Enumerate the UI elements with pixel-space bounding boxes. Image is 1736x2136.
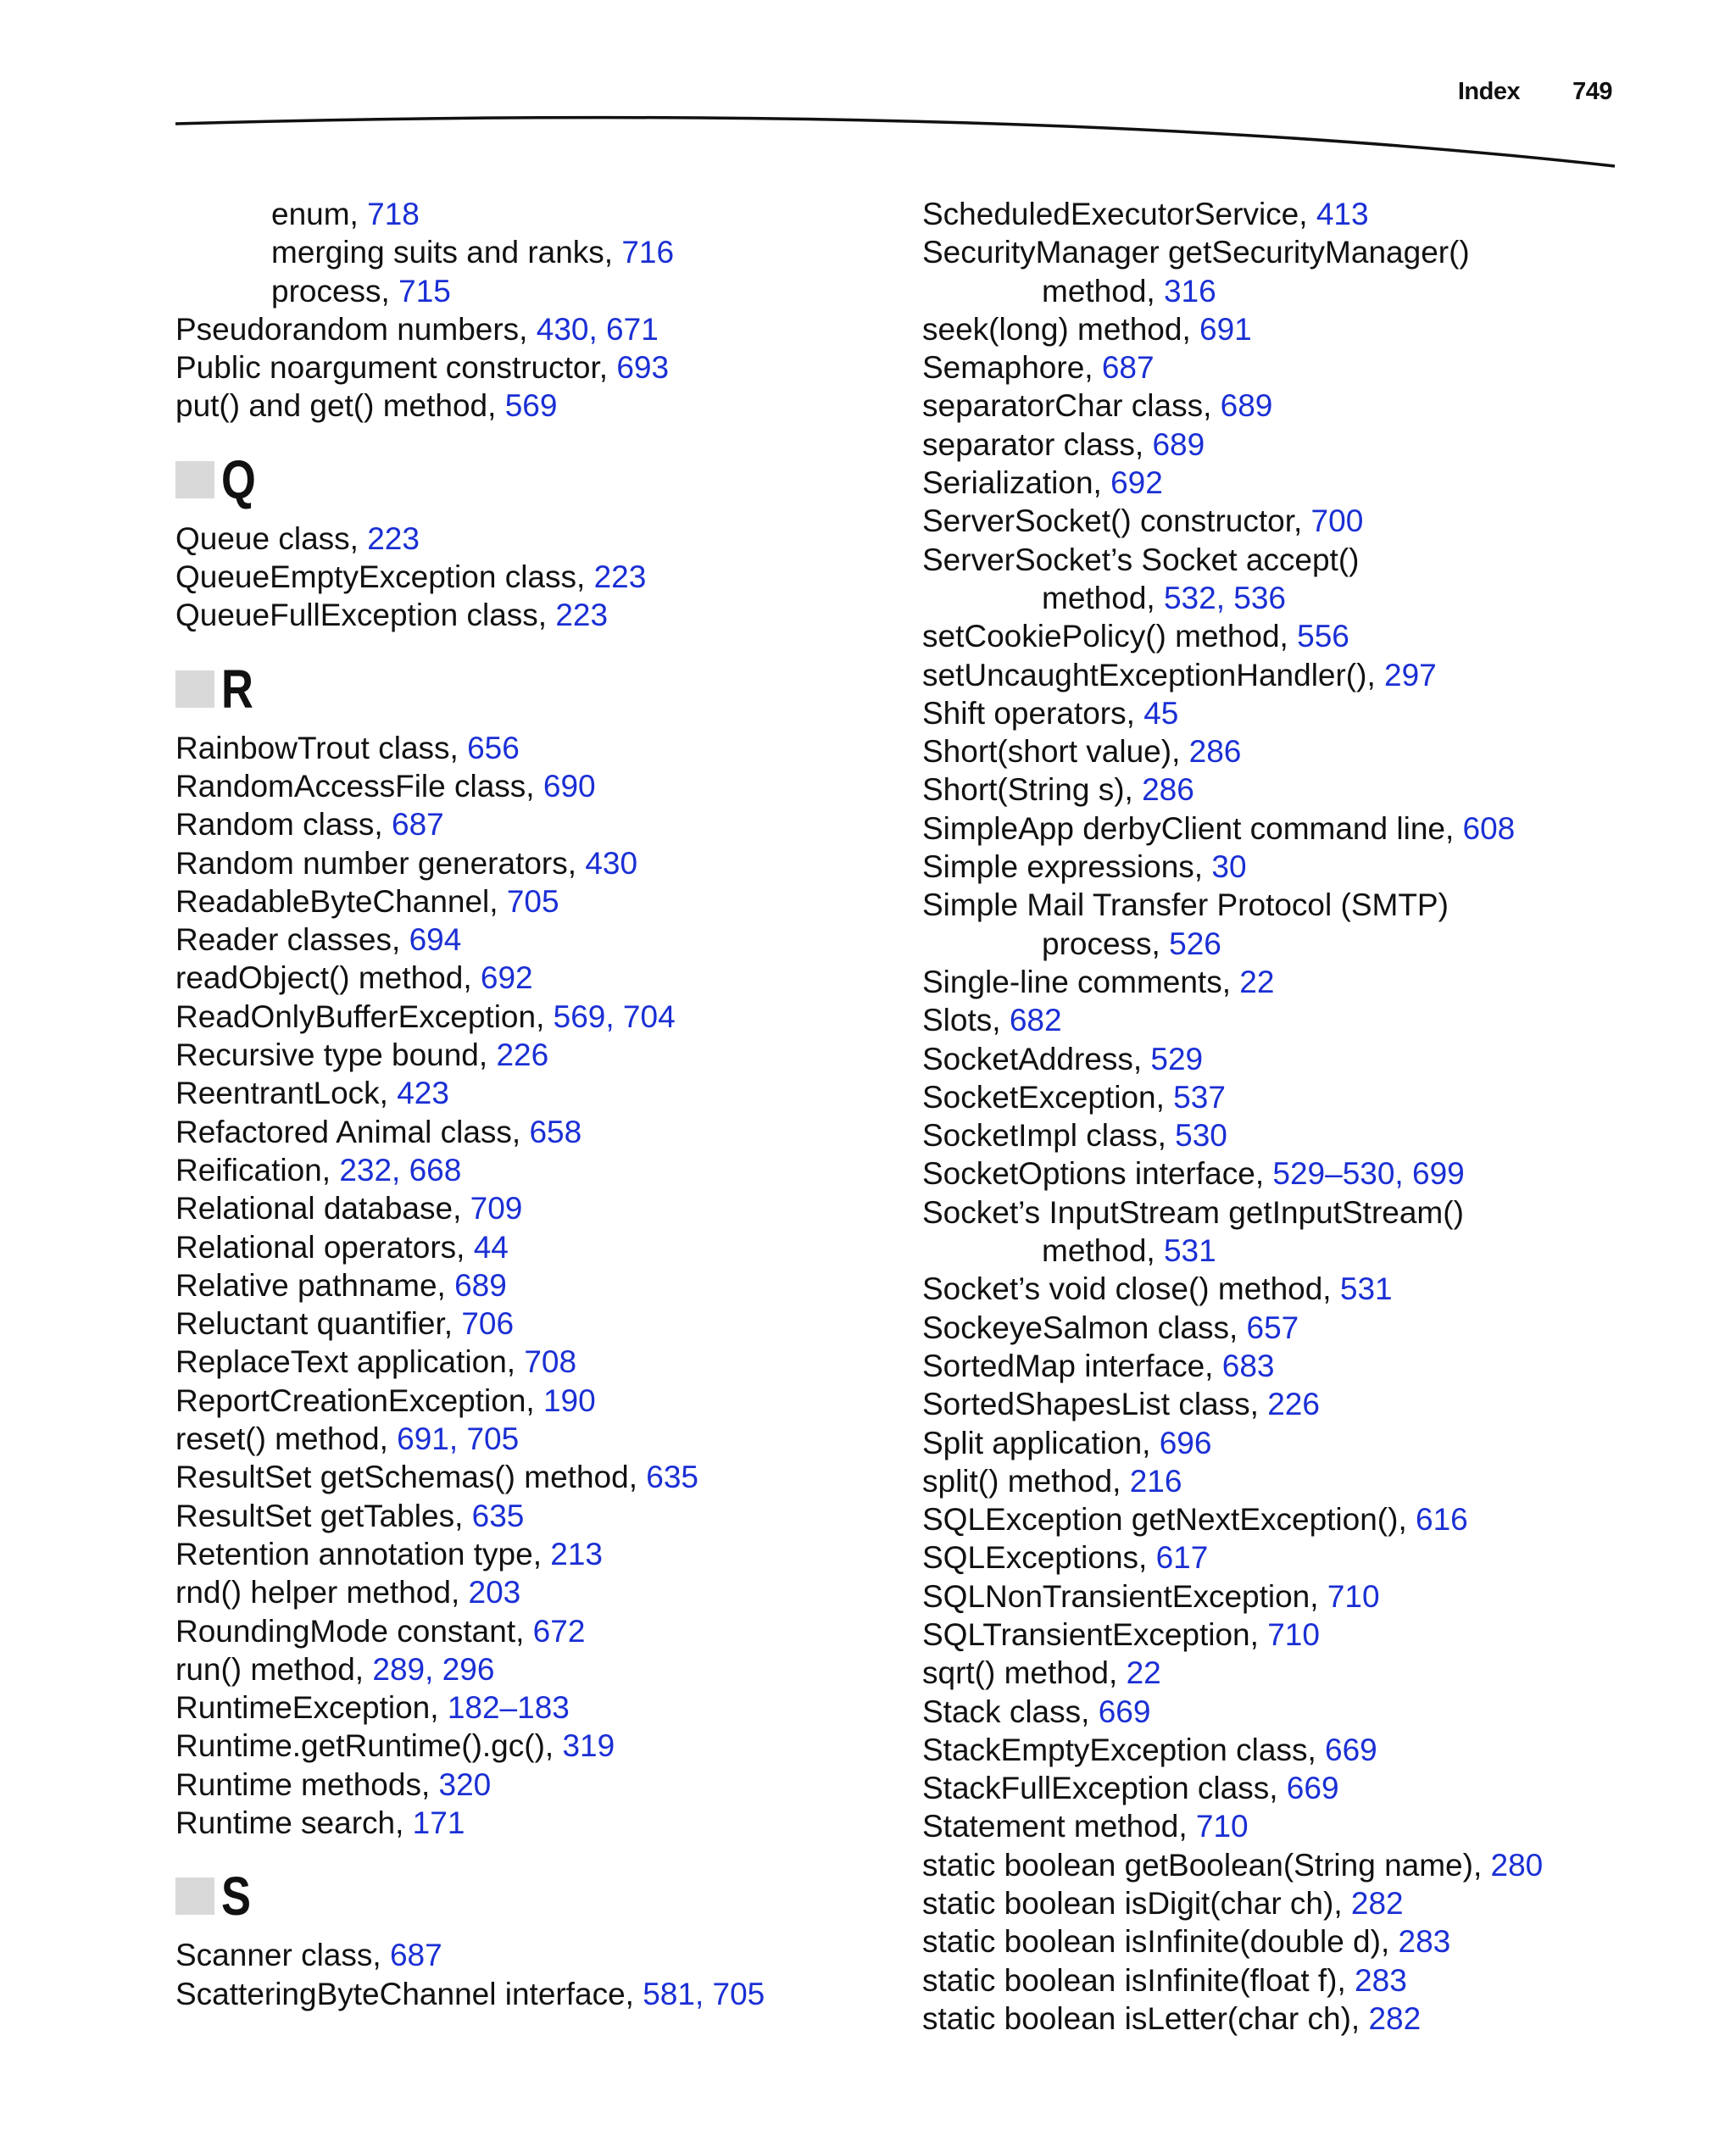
index-term: SortedMap interface,	[922, 1348, 1222, 1383]
index-subentry	[175, 233, 765, 271]
index-entry	[922, 1884, 1543, 1922]
index-term: Relational operators,	[175, 1229, 474, 1265]
index-term: StackEmptyException class,	[922, 1732, 1326, 1767]
index-term: setCookiePolicy() method,	[922, 619, 1298, 654]
index-term: method,	[1042, 273, 1164, 309]
index-term: static boolean isInfinite(double d),	[922, 1924, 1399, 1960]
index-entry	[175, 387, 765, 425]
index-term: static boolean getBoolean(String name),	[922, 1847, 1491, 1883]
page-reference-link[interactable]: 635	[471, 1498, 525, 1533]
page-reference-link[interactable]: 190	[542, 1382, 596, 1418]
section-letter-heading	[175, 434, 765, 526]
page-reference-link[interactable]: 45	[1143, 695, 1179, 731]
page-reference-link[interactable]: 658	[529, 1114, 582, 1149]
index-entry	[922, 1538, 1543, 1577]
letter-marker-box	[175, 461, 214, 498]
index-entry	[922, 848, 1543, 886]
index-term: SQLNonTransientException,	[922, 1578, 1327, 1614]
index-term: Semaphore,	[922, 350, 1102, 386]
index-entry	[922, 1654, 1543, 1692]
index-term: RoundingMode constant,	[175, 1613, 533, 1649]
index-term: Socket’s void close() method,	[922, 1271, 1340, 1307]
page-reference-link[interactable]: 282	[1350, 1886, 1404, 1922]
index-entry	[922, 233, 1543, 271]
page-reference-link[interactable]: 529–530, 699	[1272, 1156, 1465, 1192]
index-term: RuntimeException,	[175, 1690, 448, 1726]
index-term: Random class,	[175, 807, 392, 843]
index-term: process,	[1042, 926, 1170, 961]
index-entry	[175, 882, 765, 921]
index-term: Public noargument constructor,	[175, 350, 617, 386]
page-reference-link[interactable]: 710	[1267, 1616, 1320, 1652]
index-entry	[175, 348, 765, 387]
page-reference-link[interactable]: 44	[473, 1229, 509, 1265]
index-entry	[922, 464, 1543, 502]
page-reference-link[interactable]: 203	[468, 1575, 521, 1610]
index-term: SQLException getNextException(),	[922, 1502, 1416, 1538]
page-reference-link[interactable]: 689	[454, 1267, 507, 1303]
index-entry	[922, 1040, 1543, 1078]
index-term: readObject() method,	[175, 960, 481, 996]
index-term: Relational database,	[175, 1191, 470, 1227]
index-term: Short(short value),	[922, 734, 1189, 770]
page-reference-link[interactable]: 283	[1398, 1924, 1451, 1960]
index-entry	[922, 1078, 1543, 1116]
index-entry	[175, 1189, 765, 1227]
index-entry	[922, 617, 1543, 655]
page-reference-link[interactable]: 690	[542, 768, 596, 804]
page-reference-link[interactable]: 682	[1009, 1003, 1062, 1038]
page-reference-link[interactable]: 171	[412, 1805, 465, 1840]
index-entry	[922, 1577, 1543, 1616]
page-reference-link[interactable]: 430, 671	[536, 311, 659, 347]
page-reference-link[interactable]: 689	[1152, 426, 1205, 462]
index-entry	[175, 959, 765, 997]
index-entry	[922, 1193, 1543, 1232]
index-entry	[175, 1497, 765, 1535]
page-reference-link[interactable]: 531	[1339, 1271, 1393, 1307]
index-term: ReentrantLock,	[175, 1076, 398, 1111]
index-entry	[922, 656, 1543, 694]
page-reference-link[interactable]: 581, 705	[643, 1976, 765, 2011]
index-term: process,	[271, 273, 399, 309]
index-term: ResultSet getTables,	[175, 1498, 472, 1533]
page-reference-link[interactable]: 430	[585, 845, 638, 881]
page-reference-link[interactable]: 223	[593, 559, 647, 595]
page-reference-link[interactable]: 687	[389, 1938, 442, 1973]
index-term: separatorChar class,	[922, 388, 1221, 424]
page-reference-link[interactable]: 718	[367, 197, 420, 231]
letter-marker-box	[175, 670, 214, 708]
index-term: Reader classes,	[175, 922, 409, 958]
index-entry	[175, 1804, 765, 1842]
index-entry	[922, 1961, 1543, 2000]
page-reference-link[interactable]: 30	[1211, 849, 1247, 885]
index-entry	[175, 1975, 765, 2013]
page-reference-link[interactable]: 282	[1368, 2000, 1422, 2036]
page-reference-link[interactable]: 283	[1355, 1962, 1407, 1998]
index-term: Statement method,	[922, 1809, 1196, 1844]
page-reference-link[interactable]: 687	[1101, 350, 1155, 386]
index-term: SockeyeSalmon class,	[922, 1310, 1247, 1345]
page-reference-link[interactable]: 710	[1327, 1578, 1380, 1614]
index-entry	[922, 426, 1543, 464]
index-term: seek(long) method,	[922, 311, 1200, 347]
index-term: static boolean isInfinite(float f),	[922, 1962, 1355, 1998]
index-entry	[922, 348, 1543, 387]
index-term: RandomAccessFile class,	[175, 768, 543, 804]
index-term: Stack class,	[922, 1694, 1099, 1729]
index-term: put() and get() method,	[175, 388, 505, 424]
index-term: Refactored Animal class,	[175, 1114, 530, 1149]
page-reference-link[interactable]: 691	[1199, 311, 1252, 347]
index-entry	[175, 998, 765, 1036]
index-term: Scanner class,	[175, 1938, 390, 1973]
index-entry	[922, 1154, 1543, 1193]
page-reference-link[interactable]: 223	[555, 598, 609, 633]
index-term: ReadOnlyBufferException,	[175, 998, 554, 1034]
index-entry	[175, 1382, 765, 1420]
index-entry	[175, 805, 765, 843]
page-reference-link[interactable]: 692	[1110, 465, 1163, 501]
page-reference-link[interactable]: 669	[1098, 1694, 1151, 1729]
index-entry	[922, 1807, 1543, 1845]
index-entry	[175, 1304, 765, 1343]
index-entry	[922, 310, 1543, 348]
page-reference-link[interactable]: 286	[1142, 772, 1194, 808]
index-term: merging suits and ranks,	[271, 235, 622, 270]
page-reference-link[interactable]: 616	[1416, 1502, 1468, 1538]
index-entry	[922, 2000, 1543, 2038]
page-reference-link[interactable]: 635	[646, 1460, 698, 1495]
index-entry	[175, 1766, 765, 1804]
page-reference-link[interactable]: 696	[1159, 1425, 1212, 1460]
index-entry	[922, 541, 1543, 579]
page-reference-link[interactable]: 669	[1286, 1771, 1339, 1806]
index-entry	[922, 1462, 1543, 1500]
page-reference-link[interactable]: 286	[1188, 734, 1242, 770]
page-reference-link[interactable]: 608	[1462, 810, 1516, 846]
index-entry	[175, 767, 765, 805]
index-entry-continuation	[922, 579, 1543, 617]
index-term: SocketException,	[922, 1079, 1174, 1115]
index-entry	[922, 1500, 1543, 1538]
index-entry	[175, 921, 765, 959]
page-reference-link[interactable]: 617	[1155, 1540, 1209, 1576]
index-term: Runtime search,	[175, 1805, 413, 1840]
index-column-left	[175, 195, 765, 2013]
index-term: setUncaughtExceptionHandler(),	[922, 657, 1385, 693]
index-term: ReplaceText application,	[175, 1344, 525, 1380]
index-entry	[175, 1151, 765, 1189]
page-reference-link[interactable]: 716	[621, 235, 675, 270]
index-term: static boolean isDigit(char ch),	[922, 1886, 1351, 1922]
section-letter-heading	[175, 1850, 765, 1942]
index-term: static boolean isLetter(char ch),	[922, 2000, 1369, 2036]
index-term: Simple expressions,	[922, 849, 1212, 885]
index-term: rnd() helper method,	[175, 1575, 469, 1610]
index-term: method,	[1042, 580, 1164, 615]
index-column-right	[922, 195, 1543, 2038]
index-entry	[922, 770, 1543, 809]
index-term: SocketImpl class,	[922, 1118, 1176, 1154]
index-subentry	[175, 195, 765, 233]
index-term: Simple Mail Transfer Protocol (SMTP)	[922, 887, 1449, 923]
index-term: reset() method,	[175, 1421, 398, 1457]
index-term: ServerSocket’s Socket accept()	[922, 542, 1360, 577]
header-section-title: Index	[1457, 78, 1521, 105]
index-entry	[175, 1727, 765, 1765]
index-term: Short(String s),	[922, 772, 1143, 808]
index-term: Shift operators,	[922, 695, 1144, 731]
index-term: Single-line comments,	[922, 964, 1240, 999]
index-entry	[175, 310, 765, 348]
index-term: SQLTransientException,	[922, 1616, 1268, 1652]
index-entry	[175, 1420, 765, 1458]
index-term: Random number generators,	[175, 845, 586, 881]
page-reference-link[interactable]: 706	[461, 1306, 515, 1342]
index-entry	[175, 1688, 765, 1727]
index-entry	[922, 809, 1543, 848]
page-reference-link[interactable]: 708	[524, 1344, 577, 1380]
page-reference-link[interactable]: 22	[1126, 1655, 1161, 1691]
page-reference-link[interactable]: 672	[532, 1613, 586, 1649]
index-term: split() method,	[922, 1463, 1130, 1499]
page-reference-link[interactable]: 226	[496, 1037, 549, 1073]
page-reference-link[interactable]: 532, 536	[1163, 580, 1287, 615]
section-letter: S	[221, 1866, 252, 1927]
page-reference-link[interactable]: 226	[1267, 1387, 1320, 1422]
index-term: StackFullException class,	[922, 1771, 1287, 1806]
section-letter: Q	[221, 448, 256, 510]
index-entry-continuation	[922, 925, 1543, 963]
index-entry	[922, 732, 1543, 770]
section-letter: R	[221, 658, 253, 720]
page-reference-link[interactable]: 710	[1195, 1809, 1249, 1844]
index-entry	[922, 1424, 1543, 1462]
index-entry	[175, 1343, 765, 1381]
page-reference-link[interactable]: 316	[1163, 273, 1216, 309]
page-reference-link[interactable]: 569, 704	[553, 998, 676, 1034]
page-reference-link[interactable]: 693	[616, 350, 670, 386]
page-reference-link[interactable]: 297	[1384, 657, 1437, 693]
index-entry	[175, 729, 765, 767]
index-term: method,	[1042, 1233, 1164, 1269]
index-term: Relative pathname,	[175, 1267, 455, 1303]
page-reference-link[interactable]: 530	[1175, 1118, 1227, 1154]
index-entry	[922, 1116, 1543, 1154]
index-term: Reification,	[175, 1152, 340, 1188]
index-entry	[175, 520, 765, 558]
index-entry	[175, 1266, 765, 1304]
index-entry	[922, 1616, 1543, 1654]
index-entry	[922, 1001, 1543, 1039]
page-reference-link[interactable]: 213	[550, 1536, 603, 1571]
index-entry	[922, 694, 1543, 732]
index-entry	[922, 886, 1543, 924]
index-entry	[175, 1650, 765, 1688]
page-reference-link[interactable]: 289, 296	[372, 1651, 495, 1687]
index-entry	[922, 1270, 1543, 1308]
page-reference-link[interactable]: 526	[1169, 926, 1221, 961]
index-entry	[922, 1846, 1543, 1884]
page-reference-link[interactable]: 319	[562, 1728, 615, 1764]
index-term: Serialization,	[922, 465, 1111, 501]
page-reference-link[interactable]: 692	[480, 960, 533, 996]
page-reference-link[interactable]: 691, 705	[397, 1421, 520, 1457]
index-term: enum,	[271, 197, 368, 231]
index-term: SortedShapesList class,	[922, 1387, 1268, 1422]
index-entry	[922, 1731, 1543, 1769]
index-term: ResultSet getSchemas() method,	[175, 1460, 647, 1495]
index-entry	[175, 1573, 765, 1611]
index-term: QueueFullException class,	[175, 598, 556, 633]
index-entry	[922, 1309, 1543, 1347]
running-header	[1458, 78, 1612, 106]
index-term: QueueEmptyException class,	[175, 559, 594, 595]
index-entry	[175, 844, 765, 882]
index-entry	[922, 1347, 1543, 1385]
page-reference-link[interactable]: 223	[367, 520, 420, 556]
page-reference-link[interactable]: 715	[398, 273, 451, 309]
page-reference-link[interactable]: 531	[1163, 1233, 1216, 1269]
index-entry	[922, 502, 1543, 540]
index-entry	[922, 387, 1543, 425]
index-entry	[175, 1074, 765, 1112]
index-term: ReportCreationException,	[175, 1382, 543, 1418]
page-reference-link[interactable]: 556	[1297, 619, 1349, 654]
page-reference-link[interactable]: 22	[1239, 964, 1275, 999]
index-term: Queue class,	[175, 520, 368, 556]
index-term: Socket’s InputStream getInputStream()	[922, 1194, 1464, 1230]
page-reference-link[interactable]: 529	[1150, 1041, 1204, 1076]
index-entry-continuation	[922, 272, 1543, 310]
page-reference-link[interactable]: 537	[1173, 1079, 1226, 1115]
index-entry	[922, 963, 1543, 1001]
page-reference-link[interactable]: 320	[438, 1766, 492, 1802]
index-term: SocketOptions interface,	[922, 1156, 1273, 1192]
index-term: sqrt() method,	[922, 1655, 1127, 1691]
page-reference-link[interactable]: 700	[1310, 503, 1364, 539]
index-term: ScatteringByteChannel interface,	[175, 1976, 643, 2011]
index-term: Pseudorandom numbers,	[175, 311, 537, 347]
page-reference-link[interactable]: 182–183	[447, 1690, 570, 1726]
index-entry	[175, 1228, 765, 1266]
index-entry	[175, 1458, 765, 1496]
index-term: Split application,	[922, 1425, 1160, 1460]
index-term: separator class,	[922, 426, 1153, 462]
page-reference-link[interactable]: 569	[504, 388, 558, 424]
page-reference-link[interactable]: 657	[1246, 1310, 1299, 1345]
section-letter-heading	[175, 643, 765, 735]
index-entry	[175, 596, 765, 634]
index-term: run() method,	[175, 1651, 373, 1687]
index-term: Slots,	[922, 1003, 1010, 1038]
index-entry	[175, 1936, 765, 1974]
index-entry	[922, 1922, 1543, 1961]
index-term: Runtime methods,	[175, 1766, 439, 1802]
index-entry	[175, 1113, 765, 1151]
index-term: RainbowTrout class,	[175, 730, 468, 765]
index-term: SQLExceptions,	[922, 1540, 1156, 1576]
page-reference-link[interactable]: 689	[1220, 388, 1273, 424]
page-reference-link[interactable]: 656	[467, 730, 520, 765]
index-entry	[175, 1036, 765, 1074]
index-term: ServerSocket() constructor,	[922, 503, 1311, 539]
header-page-number: 749	[1572, 78, 1612, 105]
index-entry	[175, 558, 765, 596]
page-reference-link[interactable]: 709	[470, 1191, 523, 1227]
index-subentry	[175, 272, 765, 310]
index-term: ReadableByteChannel,	[175, 883, 507, 919]
page-reference-link[interactable]: 705	[506, 883, 559, 919]
index-term: Recursive type bound,	[175, 1037, 497, 1073]
index-term: ScheduledExecutorService,	[922, 197, 1316, 231]
index-entry	[175, 1535, 765, 1573]
page-reference-link[interactable]: 423	[397, 1076, 449, 1111]
page-reference-link[interactable]: 687	[392, 807, 444, 843]
index-term: Runtime.getRuntime().gc(),	[175, 1728, 563, 1764]
page-reference-link[interactable]: 216	[1129, 1463, 1182, 1499]
index-term: SocketAddress,	[922, 1041, 1151, 1076]
index-term: SecurityManager getSecurityManager()	[922, 235, 1470, 270]
index-entry	[922, 1769, 1543, 1807]
index-entry	[175, 1612, 765, 1650]
page-reference-link[interactable]: 694	[409, 922, 462, 958]
index-term: Retention annotation type,	[175, 1536, 551, 1571]
page-reference-link[interactable]: 413	[1316, 197, 1369, 231]
index-term: Reluctant quantifier,	[175, 1306, 462, 1342]
index-term: SimpleApp derbyClient command line,	[922, 810, 1463, 846]
page-reference-link[interactable]: 683	[1221, 1348, 1275, 1383]
index-entry	[922, 1693, 1543, 1731]
letter-marker-box	[175, 1877, 214, 1915]
index-entry	[922, 1385, 1543, 1423]
page-reference-link[interactable]: 669	[1325, 1732, 1377, 1767]
page-reference-link[interactable]: 280	[1490, 1847, 1544, 1883]
index-entry	[922, 195, 1543, 233]
page-reference-link[interactable]: 232, 668	[339, 1152, 462, 1188]
index-entry-continuation	[922, 1232, 1543, 1270]
